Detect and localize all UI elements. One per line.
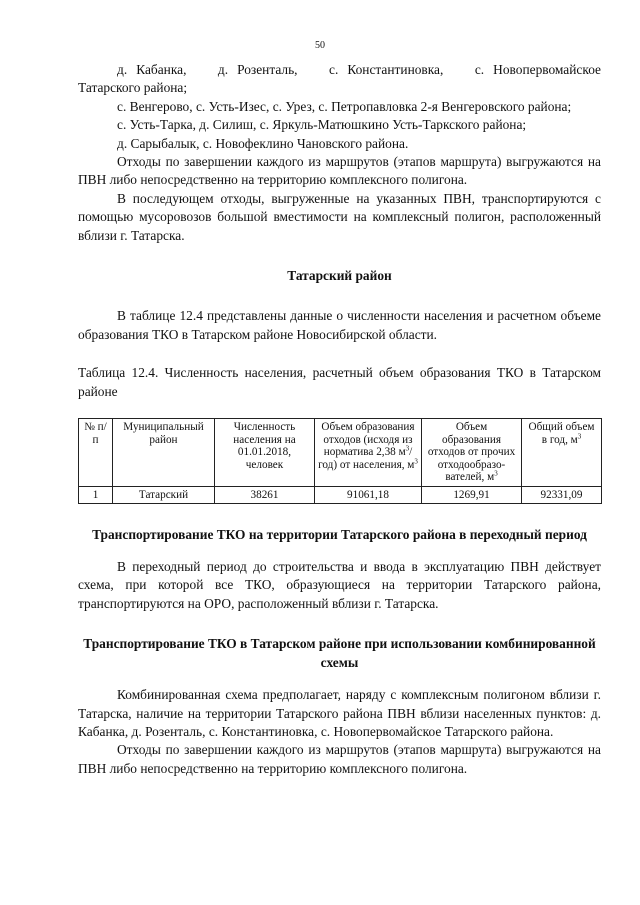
header-total [522,419,602,487]
cell-population: 38261 [215,487,315,504]
section-heading-tatarsky: Татарский район [287,268,392,284]
cell-from-other: 1269,91 [422,487,522,504]
section-heading-transitional: Транспортирование ТКО на территории Татарского района в переходный период [92,526,587,542]
section2-paragraph: В переходный период до строительства и ввода в эксплуатацию ПВН действует схема, при которой все ТКО, образующиеся на территории Татарского района, транспортируются на ОРО, расположенный вблизи г. Татарска. [78,559,601,611]
section3-paragraph-1: Комбинированная схема предполагает, наряду с комплексным полигоном вблизи г. Татарска, наличие на территории Татарского района ПВН вблизи населенных пунктов: д. Кабанка, д. Розенталь, с. Константиновка, с. Новопервомайское Татарского района. [78,687,601,739]
cell-total: 92331,09 [522,487,602,504]
sup-3: 3 [494,469,498,478]
intro-paragraph-5: Отходы по завершении каждого из маршрутов (этапов маршрута) выгружаются на ПВН либо непосредственно на территорию комплексного полигона. [78,154,601,188]
table-header-row [79,419,602,487]
section1-paragraph: В таблице 12.4 представлены данные о численности населения и расчетном объеме образования ТКО в Татарском районе Новосибирской области. [78,308,601,342]
table-row [79,487,602,504]
population-table [78,418,602,504]
sup-3: 3 [577,431,582,440]
header-from-other-a: Объем образования отходов от прочих отходообразо-вателей, м [427,421,516,484]
section-heading-combined: Транспортирование ТКО в Татарском районе при использовании комбинированной схемы [83,636,596,670]
intro-paragraph-3: с. Усть-Тарка, д. Силиш, с. Яркуль-Матюшкино Усть-Таркского района; [117,117,527,133]
header-from-population-a: Объем образования отходов (исходя из норматива 2,38 м [321,421,415,459]
cell-num: 1 [79,487,113,504]
intro-paragraph-4: д. Сарыбалык, с. Новофеклино Чановского района. [117,135,409,151]
intro-paragraph-2: с. Венгерово, с. Усть-Изес, с. Урез, с. Петропавловка 2-я Венгеровского района; [117,98,572,114]
document-body [78,61,601,778]
sup-3: 3 [414,457,418,466]
header-from-population-b: /год) от населения, м [318,446,415,471]
table-caption: Таблица 12.4. Численность населения, расчетный объем образования ТКО в Татарском районе [78,365,601,399]
header-total-a: Общий объем в год, м [528,421,595,446]
header-num: № п/п [79,419,113,487]
header-from-other [422,419,522,487]
intro-paragraph-6: В последующем отходы, выгруженные на указанных ПВН, транспортируются с помощью мусоровозов большой вместимости на комплексный полигон, расположенный вблизи г. Татарска. [78,190,601,243]
header-population: Численность населения на 01.01.2018, человек [215,419,315,487]
cell-from-population: 91061,18 [315,487,422,504]
cell-municipality: Татарский [113,487,215,504]
intro-paragraph-1: д. Кабанка, д. Розенталь, с. Константиновка, с. Новопервомайское Татарского района; [78,62,601,96]
header-municipality: Муниципальный район [113,419,215,487]
sup-3: 3 [405,444,410,453]
page-number: 50 [315,40,325,51]
section3-paragraph-2: Отходы по завершении каждого из маршрутов (этапов маршрута) выгружаются на ПВН либо непосредственно на территорию комплексного полигона. [78,742,601,776]
header-from-population [315,419,422,487]
